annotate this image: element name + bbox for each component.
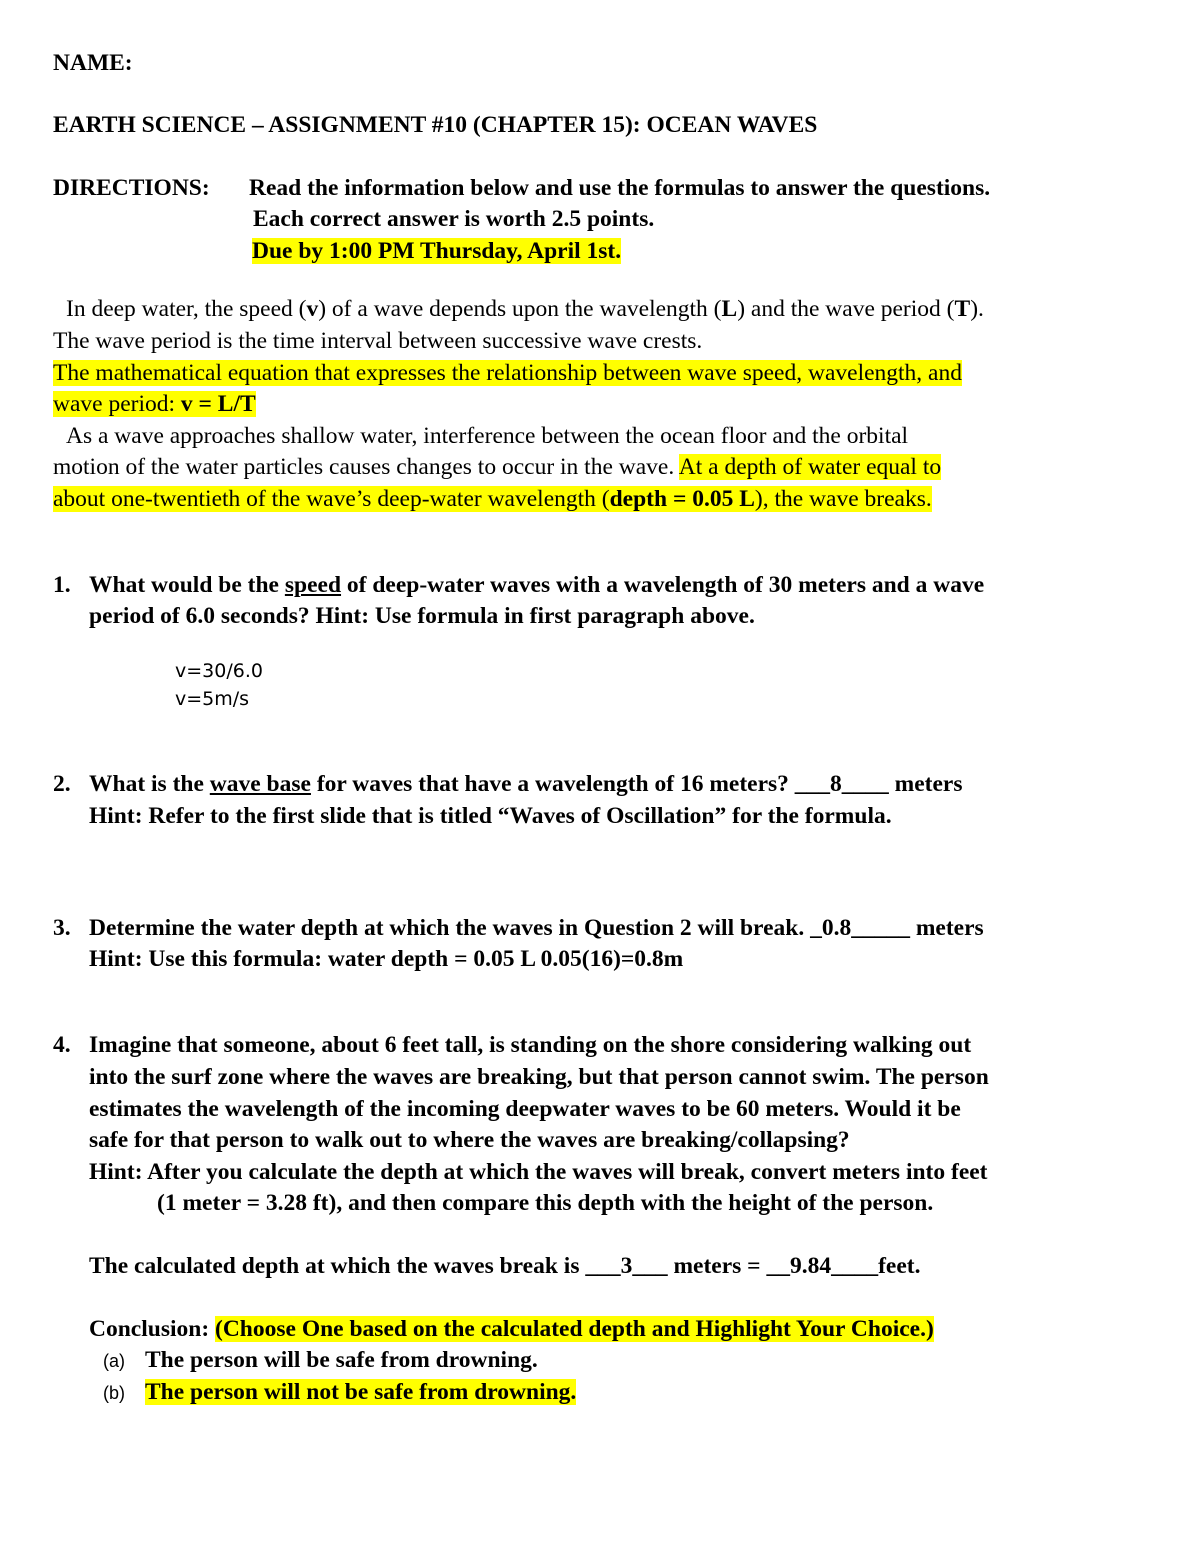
q4-line-2: into the surf zone where the waves are breaking, but that person cannot swim. The person [89, 1064, 989, 1090]
name-label: NAME: [53, 50, 133, 76]
q4-option-b-highlight: The person will not be safe from drowning. [145, 1379, 577, 1405]
q4-line-3: estimates the wavelength of the incoming deepwater waves to be 60 meters. Would it be [89, 1096, 961, 1122]
due-date-highlight: Due by 1:00 PM Thursday, April 1st. [252, 238, 622, 264]
q4-line-4: safe for that person to walk out to where the waves are breaking/collapsing? [89, 1127, 850, 1153]
q2-line-2: Hint: Refer to the first slide that is titled “Waves of Oscillation” for the formula. [89, 803, 892, 829]
q4-calculation: The calculated depth at which the waves break is ___3___ meters = __9.84____feet. [89, 1253, 921, 1279]
q1-line-1: What would be the speed of deep-water waves with a wavelength of 30 meters and a wave [89, 572, 985, 598]
q3-line-1: Determine the water depth at which the waves in Question 2 will break. _0.8_____ meters [89, 915, 984, 941]
q4-option-a: The person will be safe from drowning. [145, 1347, 538, 1373]
directions-line-2: Each correct answer is worth 2.5 points. [253, 206, 655, 232]
intro-line-2: The wave period is the time interval between successive wave crests. [53, 328, 703, 354]
q4-hint-line-2: (1 meter = 3.28 ft), and then compare this depth with the height of the person. [157, 1190, 934, 1216]
intro-line-3: The mathematical equation that expresses the relationship between wave speed, wavelength, and [53, 360, 962, 386]
q2-line-1: What is the wave base for waves that have a wavelength of 16 meters? ___8____ meters [89, 771, 963, 797]
q4-hint-line-1: Hint: After you calculate the depth at which the waves will break, convert meters into feet [89, 1159, 988, 1185]
page-title: EARTH SCIENCE – ASSIGNMENT #10 (CHAPTER 15): OCEAN WAVES [53, 112, 818, 138]
intro-line-5: As a wave approaches shallow water, interference between the ocean floor and the orbital [66, 423, 909, 449]
q1-answer-line-1: v=30/6.0 [175, 660, 263, 682]
q1-answer-line-2: v=5m/s [175, 688, 250, 710]
q4-option-b [145, 1377, 576, 1407]
intro-line-1: In deep water, the speed (v) of a wave depends upon the wavelength (L) and the wave period (T). [66, 296, 984, 322]
q1-line-2: period of 6.0 seconds? Hint: Use formula in first paragraph above. [89, 603, 755, 629]
q3-line-2: Hint: Use this formula: water depth = 0.05 L 0.05(16)=0.8m [89, 946, 684, 972]
q4-line-1: Imagine that someone, about 6 feet tall, is standing on the shore considering walking out [89, 1032, 972, 1058]
intro-line-6: motion of the water particles causes changes to occur in the wave. At a depth of water equal to [53, 454, 942, 480]
directions-label: DIRECTIONS: [53, 175, 210, 201]
q1-number: 1. [53, 572, 71, 598]
speed-equation: v = L/T [180, 391, 256, 417]
intro-line-7: about one-twentieth of the wave’s deep-water wavelength (depth = 0.05 L), the wave breaks. [53, 486, 932, 512]
q4-number: 4. [53, 1032, 71, 1058]
q4-option-b-label: (b) [103, 1383, 125, 1403]
q3-number: 3. [53, 915, 71, 941]
due-date [252, 236, 621, 266]
q4-conclusion-hint: (Choose One based on the calculated depth and Highlight Your Choice.) [215, 1316, 934, 1342]
q2-number: 2. [53, 771, 71, 797]
q4-option-a-label: (a) [103, 1351, 125, 1371]
intro-equation-line: wave period: v = L/T [53, 391, 256, 417]
q4-conclusion: Conclusion: (Choose One based on the calculated depth and Highlight Your Choice.) [89, 1316, 934, 1342]
directions-line-1: Read the information below and use the formulas to answer the questions. [249, 175, 991, 201]
